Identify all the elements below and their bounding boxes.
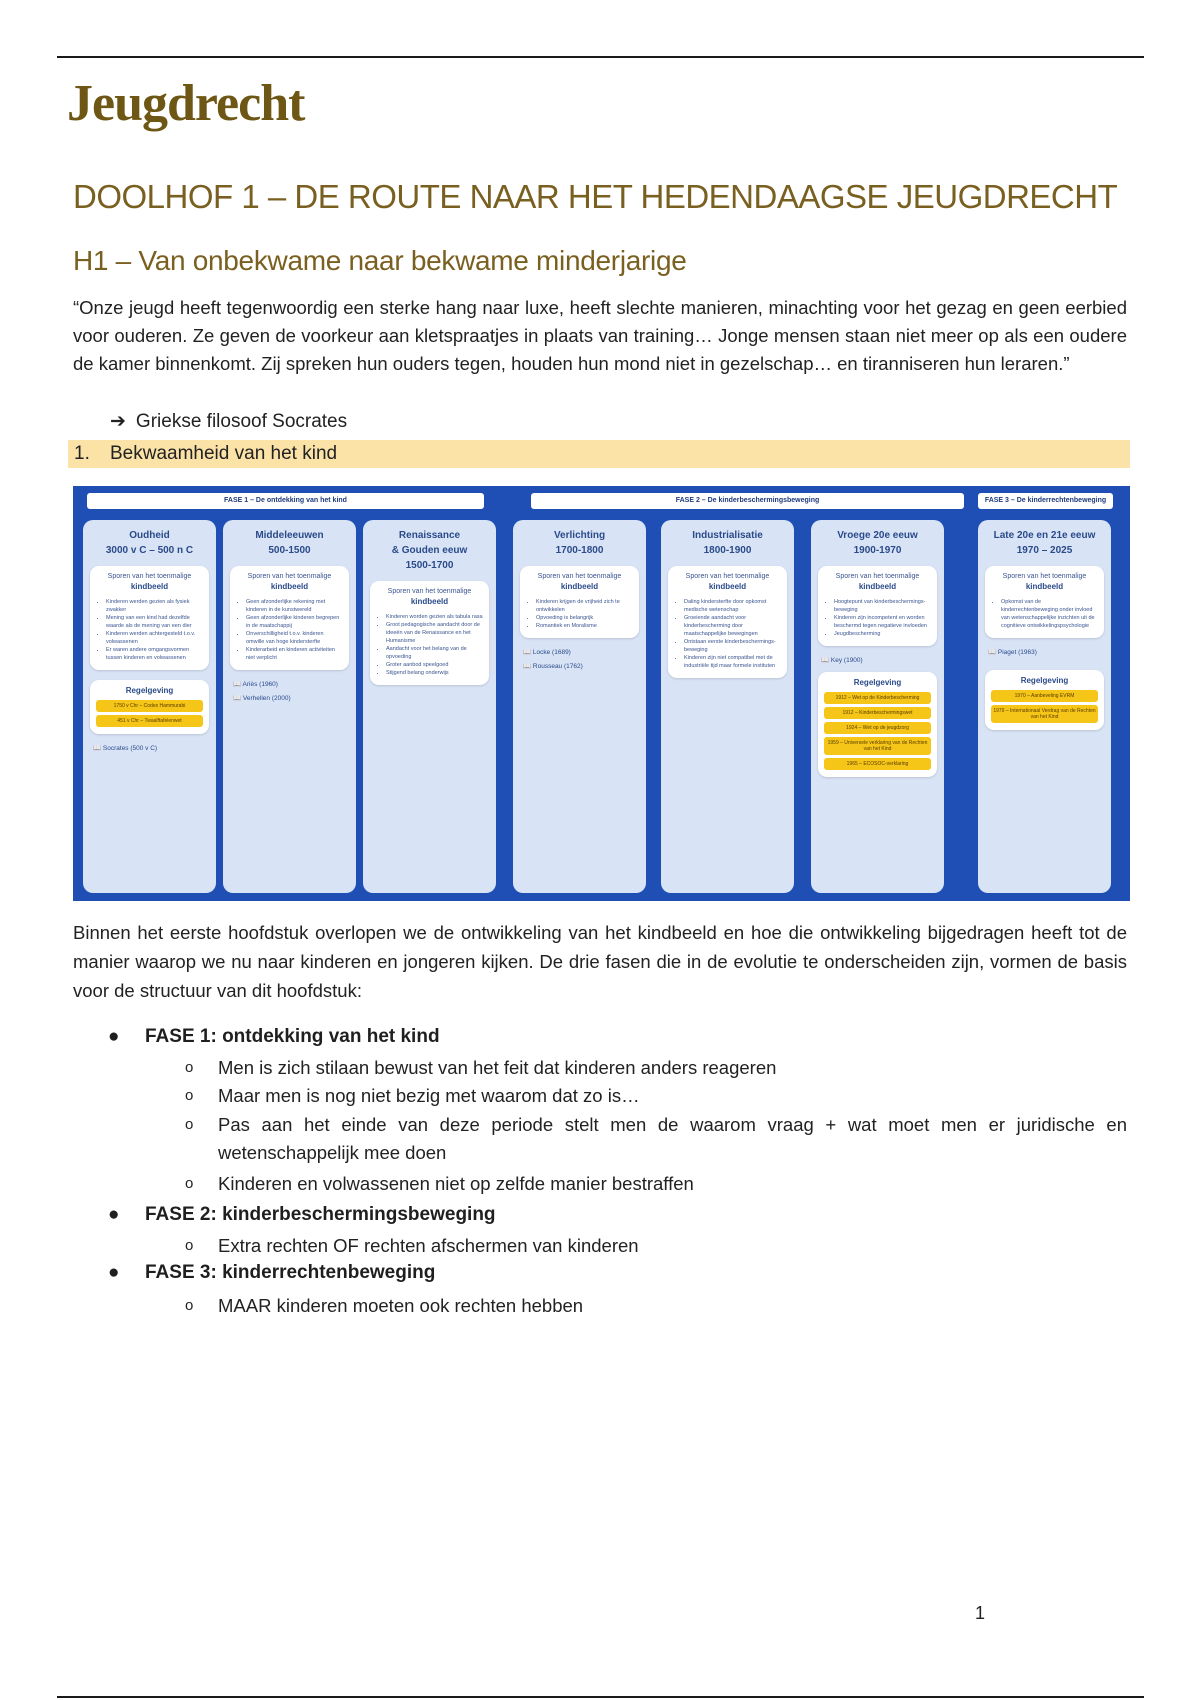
regulation-item: 1924 – Wet op de jeugdzorg bbox=[824, 722, 931, 734]
list-item: o Kinderen en volwassenen niet op zelfde manier bestraffen bbox=[218, 1170, 1127, 1198]
bullet-icon: ● bbox=[108, 1262, 120, 1283]
section-title: Bekwaamheid van het kind bbox=[110, 443, 338, 464]
list-item: • Kinderen worden gezien als tabula rasa bbox=[386, 613, 483, 621]
column-period: 1970 – 2025 bbox=[1016, 545, 1073, 556]
regulation-item: 1970 – Aanbeveling EVRM bbox=[991, 690, 1098, 702]
regulation-item: 1965 – ECOSOC-verklaring bbox=[824, 758, 931, 770]
kindbeeld-card bbox=[818, 566, 937, 646]
regulation-item: 451 v Chr – Twaalftafelenwet bbox=[96, 715, 203, 727]
column-period: 1900-1970 bbox=[853, 545, 902, 556]
kindbeeld-card bbox=[230, 566, 349, 670]
list-item: o Men is zich stilaan bewust van het feit dat kinderen anders reageren bbox=[218, 1054, 1127, 1082]
column-title bbox=[978, 528, 1111, 558]
kindbeeld-card bbox=[668, 566, 787, 678]
list-item: • Groot pedagogische aandacht door de ideeën van de Renaissance en het Humanisme bbox=[386, 621, 483, 645]
list-item: • Opvoeding is belangrijk bbox=[536, 614, 633, 622]
card-heading: Sporen van het toenmalige kindbeeld bbox=[247, 573, 332, 591]
book-references bbox=[93, 742, 206, 756]
list-item: • Er waren andere omgangsvormen tussen kinderen en volwassenen bbox=[106, 646, 203, 662]
circle-bullet-icon: o bbox=[185, 1087, 194, 1104]
bullet-icon: ● bbox=[108, 1204, 120, 1225]
regulation-item: 1912 – Wet op de Kinderbescherming bbox=[824, 692, 931, 704]
book-reference: 📖 Rousseau (1762) bbox=[523, 663, 583, 670]
bullet-icon: ● bbox=[108, 1026, 120, 1047]
kindbeeld-bullets bbox=[526, 598, 633, 630]
column-title bbox=[223, 528, 356, 558]
timeline-column-middeleeuwen bbox=[223, 520, 356, 893]
column-title-line: Middeleeuwen bbox=[255, 530, 324, 541]
page-number: 1 bbox=[975, 1603, 986, 1623]
list-item: • Daling kindersterfte door opkomst medische wetenschap bbox=[684, 598, 781, 614]
regulation-item: 1750 v Chr – Codex Hammurabi bbox=[96, 700, 203, 712]
list-item: • Groeiende aandacht voor kinderbescherming door maatschappelijke bewegingen bbox=[684, 614, 781, 638]
list-item: • Aandacht voor het belang van de opvoeding bbox=[386, 645, 483, 661]
phase-label: FASE 1: ontdekking van het kind bbox=[145, 1026, 440, 1047]
timeline-column-renaissance bbox=[363, 520, 496, 893]
arrow-right-icon: ➔ bbox=[110, 411, 126, 432]
circle-bullet-icon: o bbox=[185, 1297, 194, 1314]
timeline-column-vroege-20e-eeuw bbox=[811, 520, 944, 893]
regulation-item: 1912 – Kinderbeschermingswet bbox=[824, 707, 931, 719]
list-item: o MAAR kinderen moeten ook rechten hebben bbox=[218, 1292, 1127, 1320]
list-item: • Onverschilligheid t.o.v. kinderen omwille van hoge kindersterfte bbox=[246, 630, 343, 646]
book-reference: 📖 Socrates (500 v C) bbox=[93, 745, 158, 752]
timeline-column-late-20e-21e-eeuw bbox=[978, 520, 1111, 893]
outline-phase-3 bbox=[108, 1262, 436, 1284]
outline-phase-2 bbox=[108, 1204, 496, 1226]
section-heading: H1 – Van onbekwame naar bekwame minderjarige bbox=[73, 245, 687, 276]
circle-bullet-icon: o bbox=[185, 1059, 194, 1076]
phase-label-1: FASE 1 – De ontdekking van het kind bbox=[87, 493, 484, 509]
phase-label-2: FASE 2 – De kinderbeschermingsbeweging bbox=[531, 493, 964, 509]
list-item: • Mening van een kind had dezelfde waarde als de mening van een dier bbox=[106, 614, 203, 630]
list-item: • Geen afzonderlijke rekening met kinderen in de kunstwereld bbox=[246, 598, 343, 614]
column-title-line: & Gouden eeuw bbox=[391, 545, 468, 556]
book-references bbox=[233, 678, 346, 706]
column-period: 1500-1700 bbox=[405, 560, 454, 571]
book-references bbox=[988, 646, 1101, 660]
column-period: 500-1500 bbox=[268, 545, 311, 556]
circle-bullet-icon: o bbox=[185, 1175, 194, 1192]
column-title bbox=[363, 528, 496, 573]
list-item: • Hoogtepunt van kinderbeschermings-beweging bbox=[834, 598, 931, 614]
regelgeving-card bbox=[90, 680, 209, 734]
phase-label: FASE 3: kinderrechtenbeweging bbox=[145, 1262, 436, 1283]
socrates-quote: “Onze jeugd heeft tegenwoordig een sterke hang naar luxe, heeft slechte manieren, minachting voor het gezag en geen eerbied voor ouderen. Ze geven de voorkeur aan kletspraatjes in plaats van training… Jonge mensen staan niet meer op als een oudere de kamer binnenkomt. Zij spreken hun ouders tegen, houden hun mond niet in gezelschap… en tiranniseren hun leraren.” bbox=[73, 297, 1127, 374]
column-title bbox=[83, 528, 216, 558]
card-heading: Sporen van het toenmalige kindbeeld bbox=[537, 573, 622, 591]
regelgeving-title: Regelgeving bbox=[125, 686, 174, 695]
list-item: • Kinderen werden achtergesteld t.o.v. volwassenen bbox=[106, 630, 203, 646]
card-heading: Sporen van het toenmalige kindbeeld bbox=[387, 588, 472, 606]
column-title-line: Industrialisatie bbox=[692, 530, 763, 541]
column-title-line: Verlichting bbox=[553, 530, 606, 541]
column-title bbox=[513, 528, 646, 558]
card-heading: Sporen van het toenmalige kindbeeld bbox=[107, 573, 192, 591]
column-period: 1700-1800 bbox=[555, 545, 604, 556]
list-item: o Pas aan het einde van deze periode stelt men de waarom vraag + wat moet men er juridische en wetenschappelijk mee doen bbox=[218, 1111, 1127, 1167]
regulation-item: 1979 – Internationaal Verdrag van de Rechten van het Kind bbox=[991, 705, 1098, 723]
card-heading: Sporen van het toenmalige kindbeeld bbox=[835, 573, 920, 591]
list-item: • Stijgend belang onderwijs bbox=[386, 669, 483, 677]
kindbeeld-bullets bbox=[96, 598, 203, 662]
list-item: • Groter aanbod speelgoed bbox=[386, 661, 483, 669]
regelgeving-title: Regelgeving bbox=[1020, 676, 1069, 685]
section-number: 1. bbox=[74, 443, 90, 464]
card-heading: Sporen van het toenmalige kindbeeld bbox=[1002, 573, 1087, 591]
phase-label-3: FASE 3 – De kinderrechtenbeweging bbox=[978, 493, 1113, 509]
column-period: 1800-1900 bbox=[703, 545, 752, 556]
numbered-section-heading bbox=[68, 440, 1130, 468]
timeline-column-industrialisatie bbox=[661, 520, 794, 893]
kindbeeld-card bbox=[985, 566, 1104, 638]
footer-rule bbox=[57, 1696, 1144, 1698]
card-heading: Sporen van het toenmalige kindbeeld bbox=[685, 573, 770, 591]
book-reference: 📖 Locke (1689) bbox=[523, 649, 571, 656]
document-title: Jeugdrecht bbox=[67, 75, 305, 132]
circle-bullet-icon: o bbox=[185, 1237, 194, 1254]
list-item: • Kinderarbeid en kinderen activiteiten niet verplicht bbox=[246, 646, 343, 662]
intro-paragraph: Binnen het eerste hoofdstuk overlopen we de ontwikkeling van het kindbeeld en hoe die ontwikkeling bijgedragen heeft tot de manier waarop we nu naar kinderen en jongeren kijken. De drie fasen die in de evolutie te onderscheiden zijn, vormen de basis voor de structuur van dit hoofdstuk: bbox=[73, 922, 1127, 1001]
list-item: • Jeugdbescherming bbox=[834, 630, 931, 638]
chapter-heading: DOOLHOF 1 – DE ROUTE NAAR HET HEDENDAAGSE JEUGDRECHT bbox=[73, 178, 1118, 215]
list-item: • Romantiek en Moralisme bbox=[536, 622, 633, 630]
column-title-line: Late 20e en 21e eeuw bbox=[993, 530, 1096, 541]
column-title bbox=[811, 528, 944, 558]
attribution-text: Griekse filosoof Socrates bbox=[135, 411, 348, 432]
kindbeeld-timeline-infographic bbox=[73, 486, 1130, 901]
list-item: • Opkomst van de kinderrechtenbeweging onder invloed van wetenschappelijke inzichten uit de cognitieve ontwikkelingspsychologie bbox=[1001, 598, 1098, 630]
list-item: • Geen afzonderlijke kinderen begrepen in de maatschappij bbox=[246, 614, 343, 630]
book-reference: 📖 Key (1900) bbox=[821, 657, 863, 664]
book-reference: 📖 Piaget (1963) bbox=[988, 649, 1037, 656]
book-references bbox=[821, 654, 934, 668]
header-rule bbox=[57, 56, 1144, 58]
column-period: 3000 v C – 500 n C bbox=[105, 545, 194, 556]
list-item: • Kinderen zijn incompetent en worden beschermd tegen negatieve invloeden bbox=[834, 614, 931, 630]
regelgeving-card bbox=[818, 672, 937, 777]
regulation-item: 1959 – Universele verklaring van de Rechten van het Kind bbox=[824, 737, 931, 755]
book-references bbox=[523, 646, 636, 674]
list-item: • Kinderen zijn niet compatibel met de industriële tijd maar formele instituten bbox=[684, 654, 781, 670]
column-title-line: Renaissance bbox=[398, 530, 461, 541]
regelgeving-title: Regelgeving bbox=[853, 678, 902, 687]
kindbeeld-bullets bbox=[376, 613, 483, 677]
quote-attribution bbox=[110, 410, 347, 433]
list-item: o Maar men is nog niet bezig met waarom dat zo is… bbox=[218, 1082, 1127, 1110]
list-item: • Kinderen werden gezien als fysiek zwakker bbox=[106, 598, 203, 614]
kindbeeld-bullets bbox=[824, 598, 931, 638]
column-title-line: Vroege 20e eeuw bbox=[837, 530, 918, 541]
column-title bbox=[661, 528, 794, 558]
kindbeeld-card bbox=[90, 566, 209, 670]
phase-label: FASE 2: kinderbeschermingsbeweging bbox=[145, 1204, 496, 1225]
kindbeeld-card bbox=[370, 581, 489, 685]
list-item: • Ontstaan eerste kinderbeschermings-beweging bbox=[684, 638, 781, 654]
kindbeeld-card bbox=[520, 566, 639, 638]
kindbeeld-bullets bbox=[991, 598, 1098, 630]
book-reference: 📖 Ariès (1960) bbox=[233, 681, 278, 688]
column-title-line: Oudheid bbox=[129, 530, 170, 541]
book-reference: 📖 Verhellen (2000) bbox=[233, 695, 291, 702]
outline-phase-1 bbox=[108, 1026, 440, 1048]
timeline-column-oudheid bbox=[83, 520, 216, 893]
circle-bullet-icon: o bbox=[185, 1116, 194, 1133]
kindbeeld-bullets bbox=[674, 598, 781, 670]
regelgeving-card bbox=[985, 670, 1104, 730]
list-item: • Kinderen krijgen de vrijheid zich te ontwikkelen bbox=[536, 598, 633, 614]
list-item: o Extra rechten OF rechten afschermen van kinderen bbox=[218, 1232, 1127, 1260]
kindbeeld-bullets bbox=[236, 598, 343, 662]
timeline-column-verlichting bbox=[513, 520, 646, 893]
